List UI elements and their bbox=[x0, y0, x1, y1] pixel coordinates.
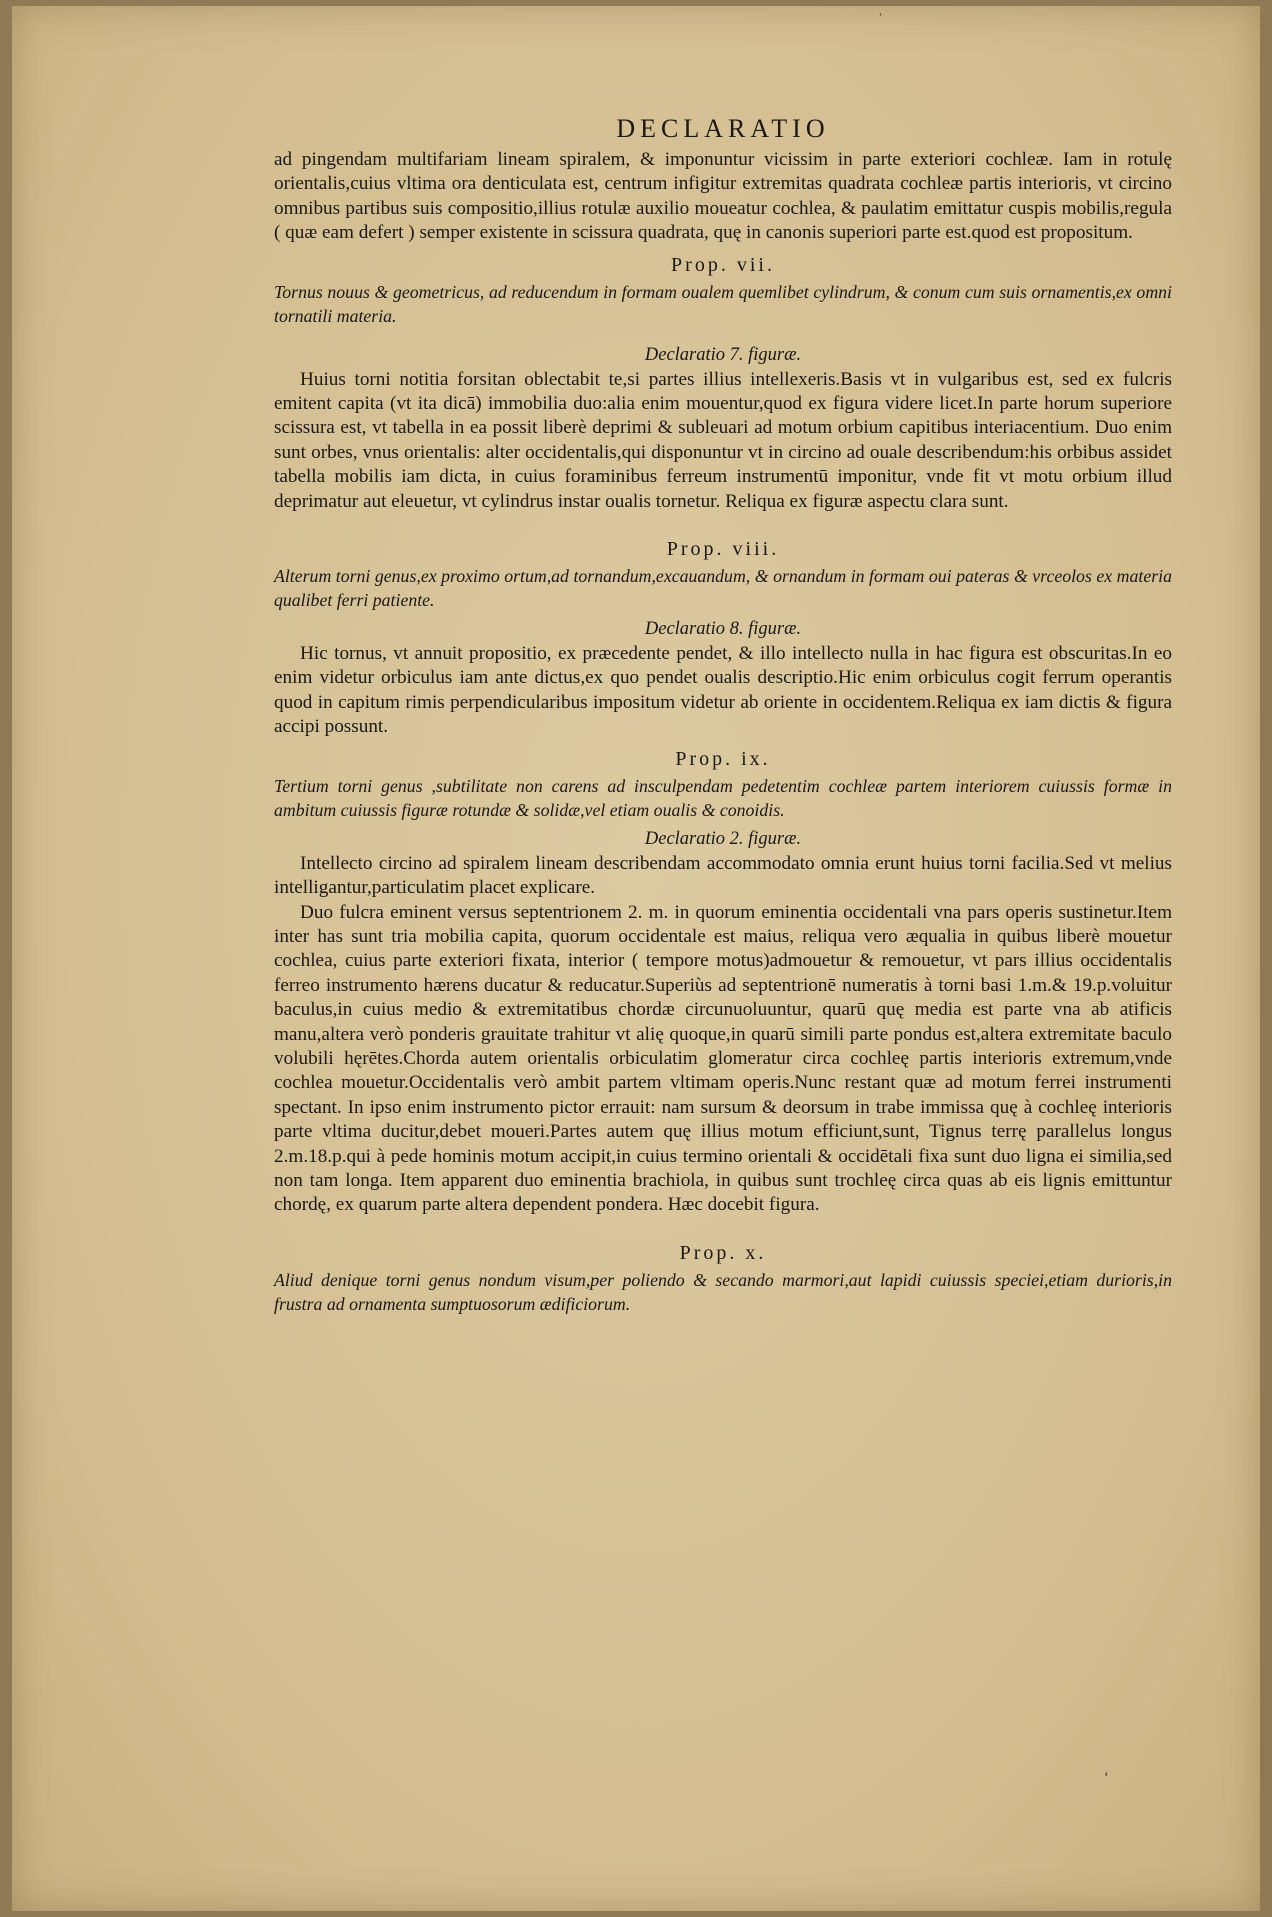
running-head: DECLARATIO bbox=[616, 114, 830, 143]
prop9-declaratio-heading: Declaratio 2. figuræ. bbox=[644, 828, 802, 849]
text-block bbox=[274, 114, 1172, 1316]
prop8-heading: Prop. viii. bbox=[666, 538, 780, 561]
ink-mark: ˈ bbox=[878, 12, 883, 27]
prop10-heading: Prop. x. bbox=[679, 1241, 767, 1264]
opening-paragraph: ad pingendam multifariam lineam spiralem, & imponuntur vicissim in parte exteriori cochleæ. Iam in rotulę orientalis,cuius vltima ora denticulata est, centrum infigitur extremitas quadrata cochleæ partis interioris, vt circino omnibus partibus suis compositio,illius rotulæ auxilio moueatur cochlea, & paulatim emittatur cuspis mobilis,regula ( quæ eam defert ) semper existente in scissura quadrata, quę in canonis superiori parte est.quod est propositum. bbox=[274, 149, 1172, 244]
prop10-enunciatio: Aliud denique torni genus nondum visum,per poliendo & secando marmori,aut lapidi cuiussis speciei,etiam durioris,in frustra ad ornamenta sumptuosorum ædificiorum. bbox=[274, 1269, 1172, 1314]
prop9-text-1: Intellecto circino ad spiralem lineam describendam accommodato omnia erunt huius torni facilia.Sed vt melius intelligantur,particulatim placet explicare. bbox=[274, 852, 1172, 899]
ink-mark: ʻ bbox=[1104, 1770, 1109, 1785]
prop7-declaratio-heading: Declaratio 7. figuræ. bbox=[644, 344, 802, 365]
prop9-text-2: Duo fulcra eminent versus septentrionem 2. m. in quorum eminentia occidentali vna pars operis sustinetur.Item inter has sunt tria mobilia capita, quorum occidentale est maius, reliqua vero æqualia in quibus liberè mouetur cochlea, cuius parte exteriori fixata, interior ( tempore motus)admouetur & remouetur, vt pars illius occidentalis ferreo instrumento hærens ducatur & reducatur.Superiùs ad septentrionē numeratis à torni basi 1.m.& 19.p.voluitur baculus,in cuius medio & extremitatibus chordæ circunuoluuntur, quarū quę media est parte vna ab atificis manu,altera verò ponderis grauitate trahitur vt alię quoque,in quarū simili parte pondus est,altera extremitate baculo volubili hęrētes.Chorda autem orientalis orbiculatim glomeratur circa cochleę partis interioris extremum,vnde cochlea mouetur.Occidentalis verò ambit partem vltimam operis.Nunc restant quæ ad motum ferrei instrumenti spectant. In ipso enim instrumento pictor errauit: nam sursum & deorsum in trabe immissa quę à cochleę interioris parte vltima ducitur,debet moueri.Partes autem quę illius motum efficiunt,sunt, Tignus terrę parallelus longus 2.m.18.p.qui à pede hominis motum accipit,in cuius termino orientali & occidētali fixa sunt duo ligna ei similia,sed non tam longa. Item apparent duo eminentia brachiola, in quibus sunt trochleę circa quas ab eis lignis emittuntur chordę, ex quarum parte altera dependent pondera. Hæc docebit figura. bbox=[274, 901, 1172, 1216]
prop7-enunciatio: Tornus nouus & geometricus, ad reducendum in formam oualem quemlibet cylindrum, & conum cum suis ornamentis,ex omni tornatili materia. bbox=[274, 281, 1172, 326]
prop9-enunciatio: Tertium torni genus ,subtilitate non carens ad insculpendam pedetentim cochleæ partem interiorem cuiussis formæ in ambitum cuiussis figuræ rotundæ & solidæ,vel etiam oualis & conoidis. bbox=[274, 775, 1172, 820]
prop8-declaratio-heading: Declaratio 8. figuræ. bbox=[644, 619, 802, 640]
prop7-heading: Prop. vii. bbox=[671, 253, 775, 276]
book-page bbox=[12, 6, 1260, 1911]
prop8-enunciatio: Alterum torni genus,ex proximo ortum,ad tornandum,excauandum, & ornandum in formam oui pateras & vrceolos ex materia qualibet ferri patiente. bbox=[274, 566, 1172, 611]
prop9-heading: Prop. ix. bbox=[675, 747, 771, 770]
prop8-text: Hic tornus, vt annuit propositio, ex præcedente pendet, & illo intellecto nulla in hac figura est obscuritas.In eo enim videtur orbiculus iam ante dictus,ex quo pendet oualis descriptio.Hic enim orbiculus cogit ferrum operantis quod in capitum rimis perpendicularibus impositum videtur ab oriente in occidentem.Reliqua ex iam dictis & figura accipi possunt. bbox=[274, 643, 1172, 738]
prop7-text: Huius torni notitia forsitan oblectabit te,si partes illius intellexeris.Basis vt in vulgaribus est, sed ex fulcris emitent capita (vt ita dicā) immobilia duo:alia enim mouentur,quod ex figura videre licet.In parte horum superiore scissura est, vt tabella in ea possit liberè deprimi & subleuari ad motum orbium capitibus interiacentium. Duo enim sunt orbes, vnus orientalis: alter occidentalis,qui disponuntur vt in circino ad ouale describendum:his orbibus assidet tabella mobilis iam dicta, in cuius foraminibus ferreum instrumentū imponitur, vnde fit vt motu orbium illud deprimatur aut eleuetur, vt cylindrus instar oualis tornetur. Reliqua ex figuræ aspectu clara sunt. bbox=[274, 368, 1172, 512]
